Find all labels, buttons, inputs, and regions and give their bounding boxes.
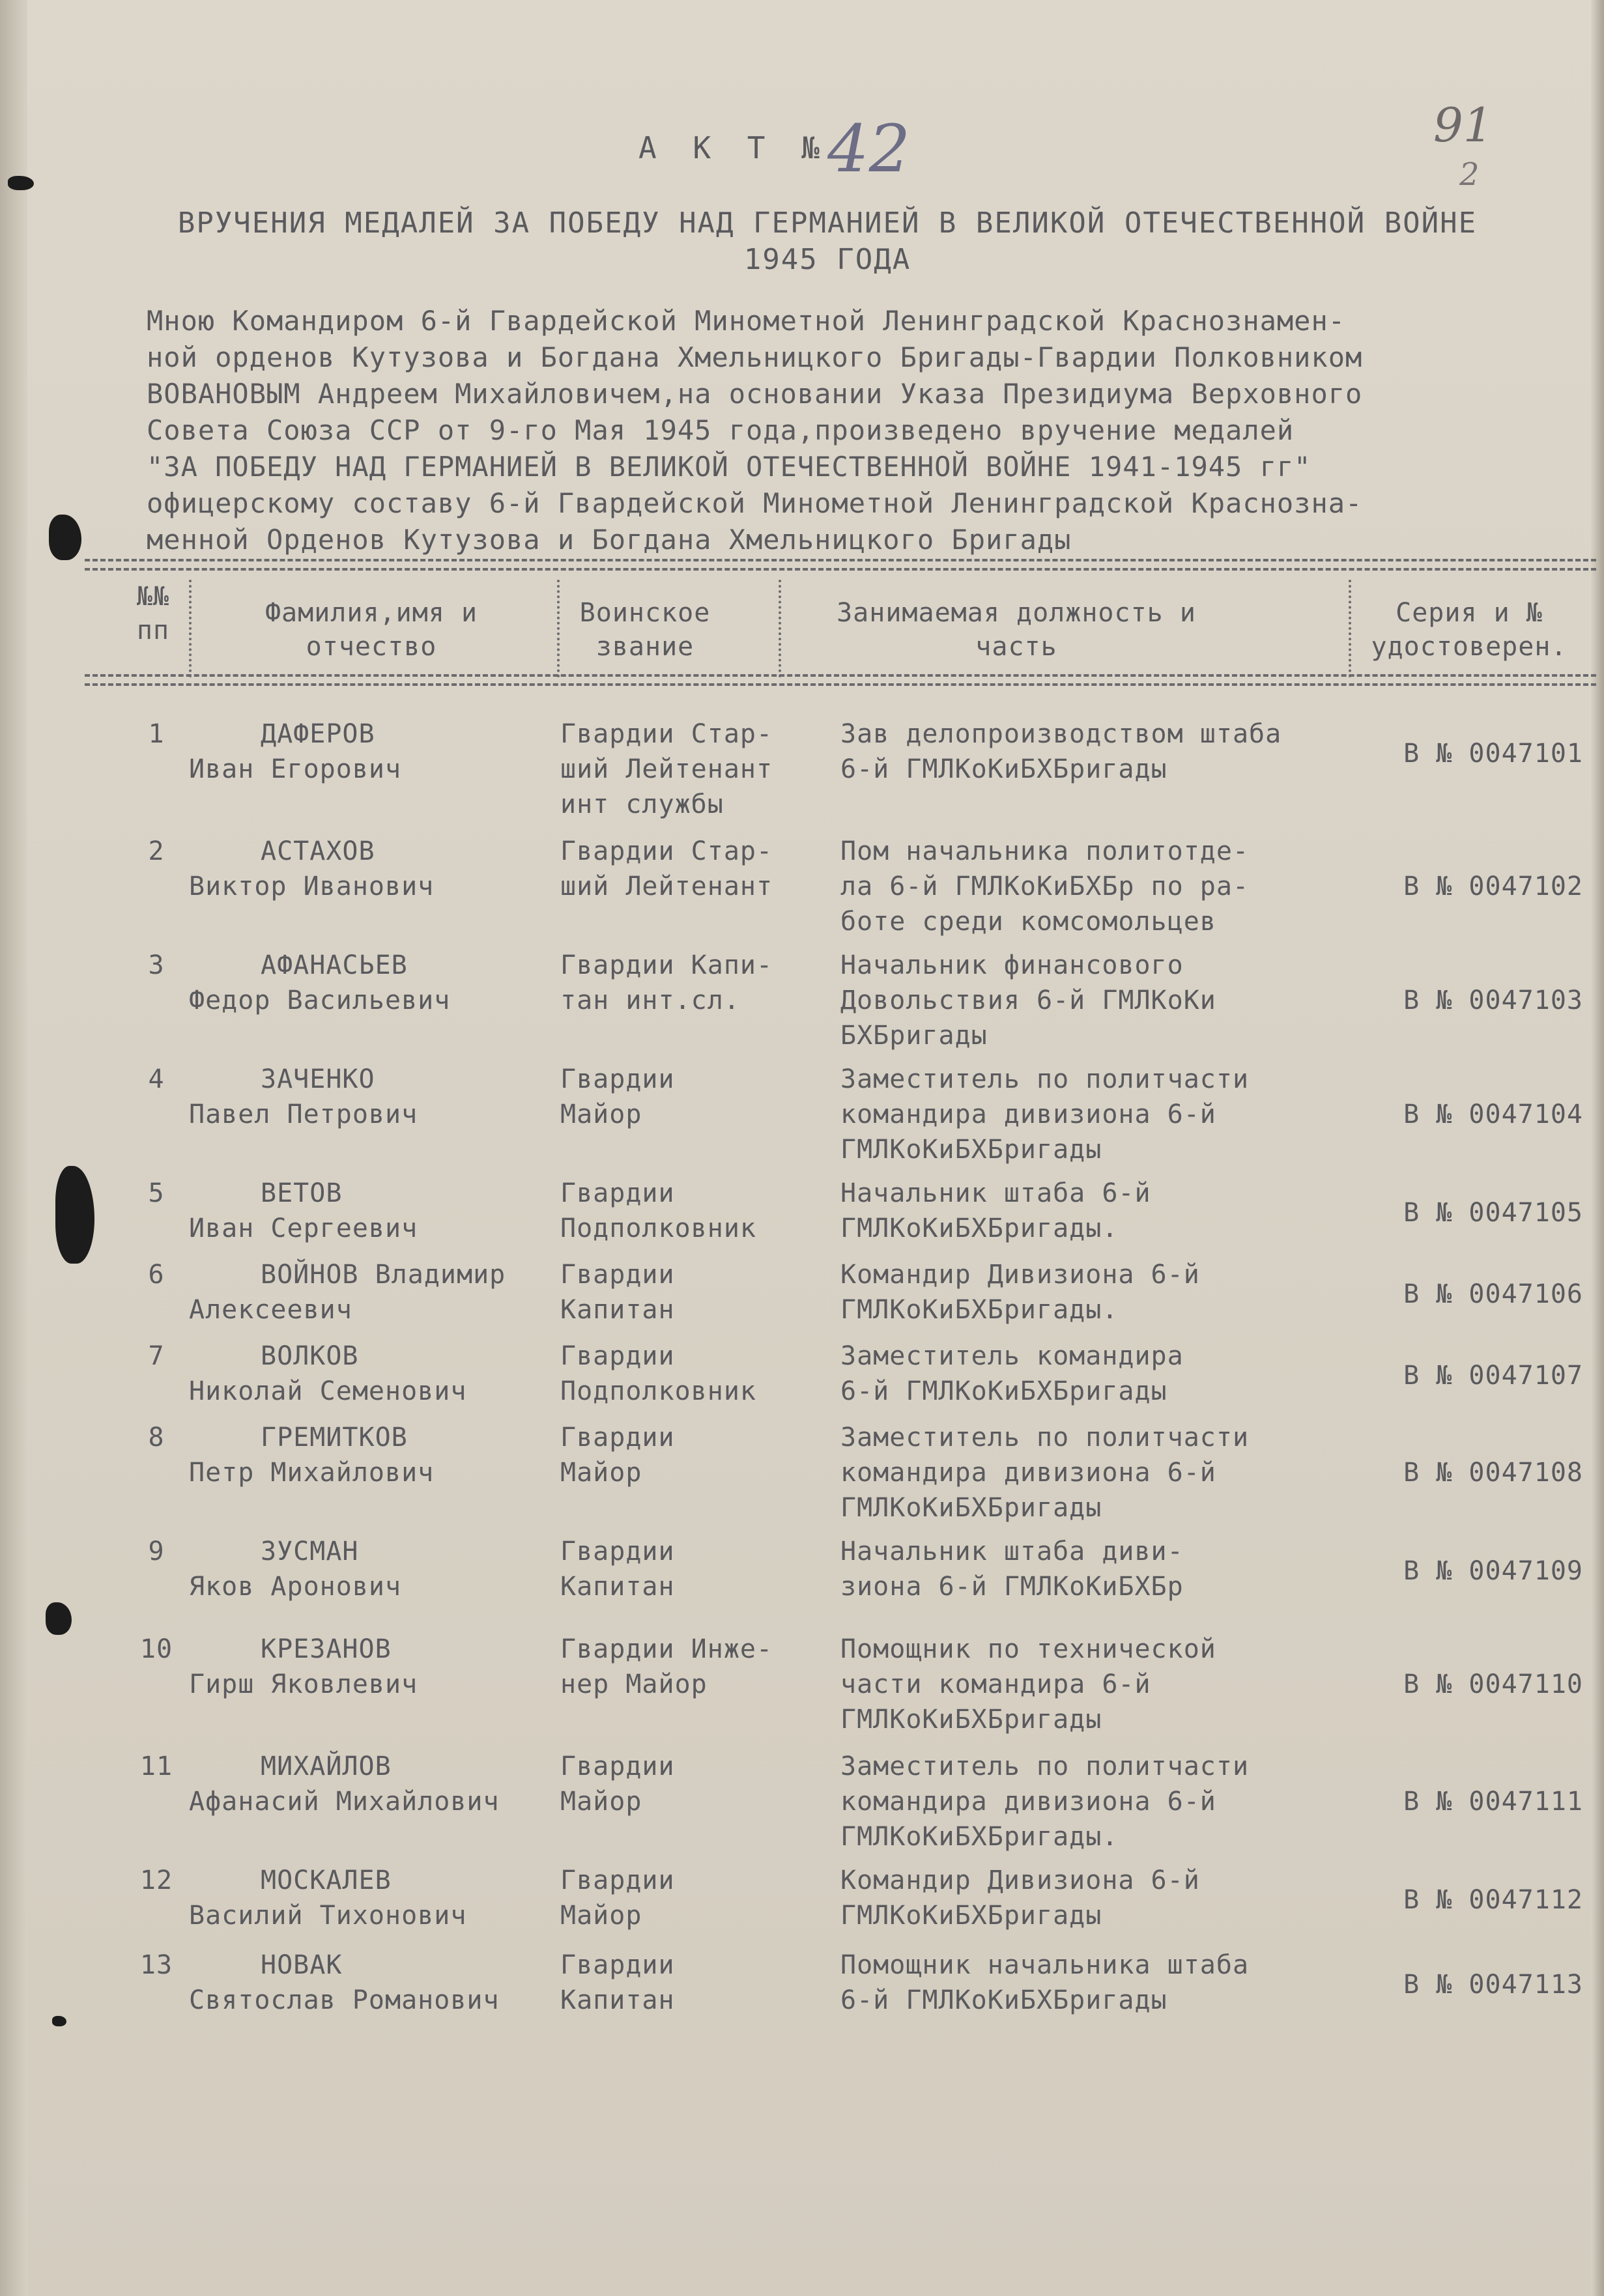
position-and-unit: Командир Дивизиона 6-й ГМЛКоКиБХБригады xyxy=(840,1865,1200,1931)
given-names: Гирш Яковлевич xyxy=(189,1669,418,1699)
act-number: 42 xyxy=(827,111,911,187)
position-and-unit: Начальник штаба 6-й ГМЛКоКиБХБригады. xyxy=(840,1178,1151,1243)
given-names: Федор Васильевич xyxy=(189,985,451,1015)
surname: ЗАЧЕНКО xyxy=(261,1064,375,1094)
row-number: 7 xyxy=(148,1341,165,1371)
table-header-rule xyxy=(85,674,1596,686)
binder-hole-mark xyxy=(46,1602,72,1635)
certificate-number: В № 0047107 xyxy=(1403,1360,1583,1391)
row-number: 13 xyxy=(139,1950,173,1980)
surname: НОВАК xyxy=(261,1950,343,1980)
row-number: 10 xyxy=(139,1634,173,1664)
certificate-number: В № 0047106 xyxy=(1403,1279,1583,1309)
person-name xyxy=(189,1339,580,1409)
given-names: Петр Михайлович xyxy=(189,1458,435,1488)
position-and-unit: Начальник финансового Довольствия 6-й ГМЛКоКи БХБригады xyxy=(840,950,1216,1051)
header-position: Занимаемая должность и часть xyxy=(837,598,1196,662)
position-and-unit: Командир Дивизиона 6-й ГМЛКоКиБХБригады. xyxy=(840,1260,1200,1325)
certificate-number: В № 0047103 xyxy=(1403,985,1583,1015)
military-rank: Гвардии Инже- нер Майор xyxy=(560,1634,773,1699)
act-label: А К Т № xyxy=(638,130,829,165)
military-rank: Гвардии Майор xyxy=(560,1423,675,1488)
header-rank: Воинское звание xyxy=(579,598,711,662)
military-rank: Гвардии Подполковник xyxy=(560,1341,756,1406)
binder-hole-mark xyxy=(52,2016,66,2026)
person-name xyxy=(189,1062,580,1132)
certificate-number: В № 0047110 xyxy=(1403,1669,1583,1699)
surname: ЗУСМАН xyxy=(261,1537,359,1566)
page-right-edge xyxy=(1591,0,1604,2296)
certificate-number: В № 0047108 xyxy=(1403,1458,1583,1488)
row-number: 9 xyxy=(148,1537,165,1566)
certificate-number: В № 0047104 xyxy=(1403,1099,1583,1129)
surname: МОСКАЛЕВ xyxy=(261,1865,392,1895)
heading-line-2: 1945 ГОДА xyxy=(743,243,911,276)
surname: ВОЙНОВ Владимир xyxy=(261,1260,506,1290)
binder-hole-mark xyxy=(8,176,34,190)
surname: АСТАХОВ xyxy=(261,836,375,866)
row-number: 8 xyxy=(148,1423,165,1453)
certificate-number: В № 0047111 xyxy=(1403,1787,1583,1817)
position-and-unit: Помощник начальника штаба 6-й ГМЛКоКиБХБригады xyxy=(840,1950,1250,2015)
person-name xyxy=(189,1632,580,1702)
position-and-unit: Заместитель по политчасти командира дивизиона 6-й ГМЛКоКиБХБригады. xyxy=(840,1751,1250,1852)
binder-hole-mark xyxy=(55,1166,94,1264)
row-number: 12 xyxy=(139,1865,173,1895)
military-rank: Гвардии Подполковник xyxy=(560,1178,756,1243)
given-names: Павел Петрович xyxy=(189,1099,418,1129)
surname: ГРЕМИТКОВ xyxy=(261,1423,408,1453)
surname: МИХАЙЛОВ xyxy=(261,1751,392,1781)
position-and-unit: Заместитель по политчасти командира дивизиона 6-й ГМЛКоКиБХБригады xyxy=(840,1423,1250,1523)
row-number: 4 xyxy=(148,1064,165,1094)
intro-paragraph: Мною Командиром 6-й Гвардейской Минометной Ленинградской Краснознамен- ной орденов Кутузова и Богдана Хмельницкого Бригады-Гвардии Полковником ВОВАНОВЫМ Андреем Михайловичем,на основании Указа Президиума Верховного Совета Союза ССР от 9-го Мая 1945 года,произведено вручение медалей "ЗА ПОБЕДУ НАД ГЕРМАНИЕЙ В ВЕЛИКОЙ ОТЕЧЕСТВЕННОЙ ВОЙНЕ 1941-1945 гг" офицерскому составу 6-й Гвардейской Минометной Ленинградской Краснозна- менной Орденов Кутузова и Богдана Хмельницкого Бригады xyxy=(147,305,1363,556)
military-rank: Гвардии Капи- тан инт.сл. xyxy=(560,950,773,1015)
military-rank: Гвардии Стар- ший Лейтенант инт службы xyxy=(560,719,773,819)
surname: ДАФЕРОВ xyxy=(261,719,375,749)
position-and-unit: Заместитель по политчасти командира дивизиона 6-й ГМЛКоКиБХБригады xyxy=(840,1064,1250,1165)
archive-page-stamp: 91 xyxy=(1433,98,1493,152)
military-rank: Гвардии Капитан xyxy=(560,1537,675,1602)
person-name xyxy=(189,948,580,1018)
position-and-unit: Зав делопроизводством штаба 6-й ГМЛКоКиБХБригады xyxy=(840,719,1282,784)
given-names: Иван Сергеевич xyxy=(189,1213,418,1243)
certificate-number: В № 0047112 xyxy=(1403,1884,1583,1915)
row-number: 6 xyxy=(148,1260,165,1290)
position-and-unit: Помощник по технической части командира 6-й ГМЛКоКиБХБригады xyxy=(840,1634,1216,1735)
surname: АФАНАСЬЕВ xyxy=(261,950,408,980)
given-names: Алексеевич xyxy=(189,1295,352,1325)
certificate-number: В № 0047102 xyxy=(1403,872,1583,901)
archive-page-stamp-sub: 2 xyxy=(1459,156,1480,193)
position-and-unit: Пом начальника политотде- ла 6-й ГМЛКоКиБХБр по ра- боте среди комсомольцев xyxy=(840,836,1250,937)
person-name xyxy=(189,716,580,787)
position-and-unit: Начальник штаба диви- зиона 6-й ГМЛКоКиБХБр xyxy=(840,1537,1184,1602)
page-left-edge xyxy=(0,0,27,2296)
header-certificate: Серия и № удостоверен. xyxy=(1371,598,1568,662)
position-and-unit: Заместитель командира 6-й ГМЛКоКиБХБригады xyxy=(840,1341,1184,1406)
military-rank: Гвардии Майор xyxy=(560,1865,675,1931)
surname: ВЕТОВ xyxy=(261,1178,343,1208)
given-names: Николай Семенович xyxy=(189,1376,467,1406)
table-top-rule xyxy=(85,559,1596,571)
heading-line-1: ВРУЧЕНИЯ МЕДАЛЕЙ ЗА ПОБЕДУ НАД ГЕРМАНИЕЙ В ВЕЛИКОЙ ОТЕЧЕСТВЕННОЙ ВОЙНЕ xyxy=(177,206,1478,240)
document-heading xyxy=(124,205,1531,278)
military-rank: Гвардии Майор xyxy=(560,1064,675,1129)
row-number: 1 xyxy=(148,719,165,749)
person-name xyxy=(189,1534,580,1604)
person-name xyxy=(189,1863,580,1933)
given-names: Яков Аронович xyxy=(189,1572,402,1602)
person-name xyxy=(189,1257,580,1327)
row-number: 11 xyxy=(139,1751,173,1781)
surname: КРЕЗАНОВ xyxy=(261,1634,392,1664)
row-number: 3 xyxy=(148,950,165,980)
given-names: Василий Тихонович xyxy=(189,1901,467,1931)
certificate-number: В № 0047105 xyxy=(1403,1197,1583,1228)
binder-hole-mark xyxy=(49,515,81,560)
certificate-number: В № 0047109 xyxy=(1403,1555,1583,1586)
header-separator xyxy=(557,580,560,677)
military-rank: Гвардии Капитан xyxy=(560,1950,675,2015)
certificate-number: В № 0047113 xyxy=(1403,1969,1583,2000)
header-number: №№ пп xyxy=(136,582,170,645)
row-number: 2 xyxy=(148,836,165,866)
given-names: Иван Егорович xyxy=(189,754,402,784)
person-name xyxy=(189,1420,580,1490)
person-name xyxy=(189,1176,580,1246)
header-separator xyxy=(189,580,192,677)
given-names: Афанасий Михайлович xyxy=(189,1787,500,1817)
military-rank: Гвардии Стар- ший Лейтенант xyxy=(560,836,773,901)
header-name: Фамилия,имя и отчество xyxy=(265,598,478,662)
military-rank: Гвардии Майор xyxy=(560,1751,675,1817)
person-name xyxy=(189,1948,580,2018)
given-names: Виктор Иванович xyxy=(189,872,435,901)
given-names: Святослав Романович xyxy=(189,1985,500,2015)
surname: ВОЛКОВ xyxy=(261,1341,359,1371)
header-separator xyxy=(779,580,781,677)
row-number: 5 xyxy=(148,1178,165,1208)
person-name xyxy=(189,1749,580,1819)
military-rank: Гвардии Капитан xyxy=(560,1260,675,1325)
person-name xyxy=(189,834,580,904)
certificate-number: В № 0047101 xyxy=(1403,738,1583,769)
